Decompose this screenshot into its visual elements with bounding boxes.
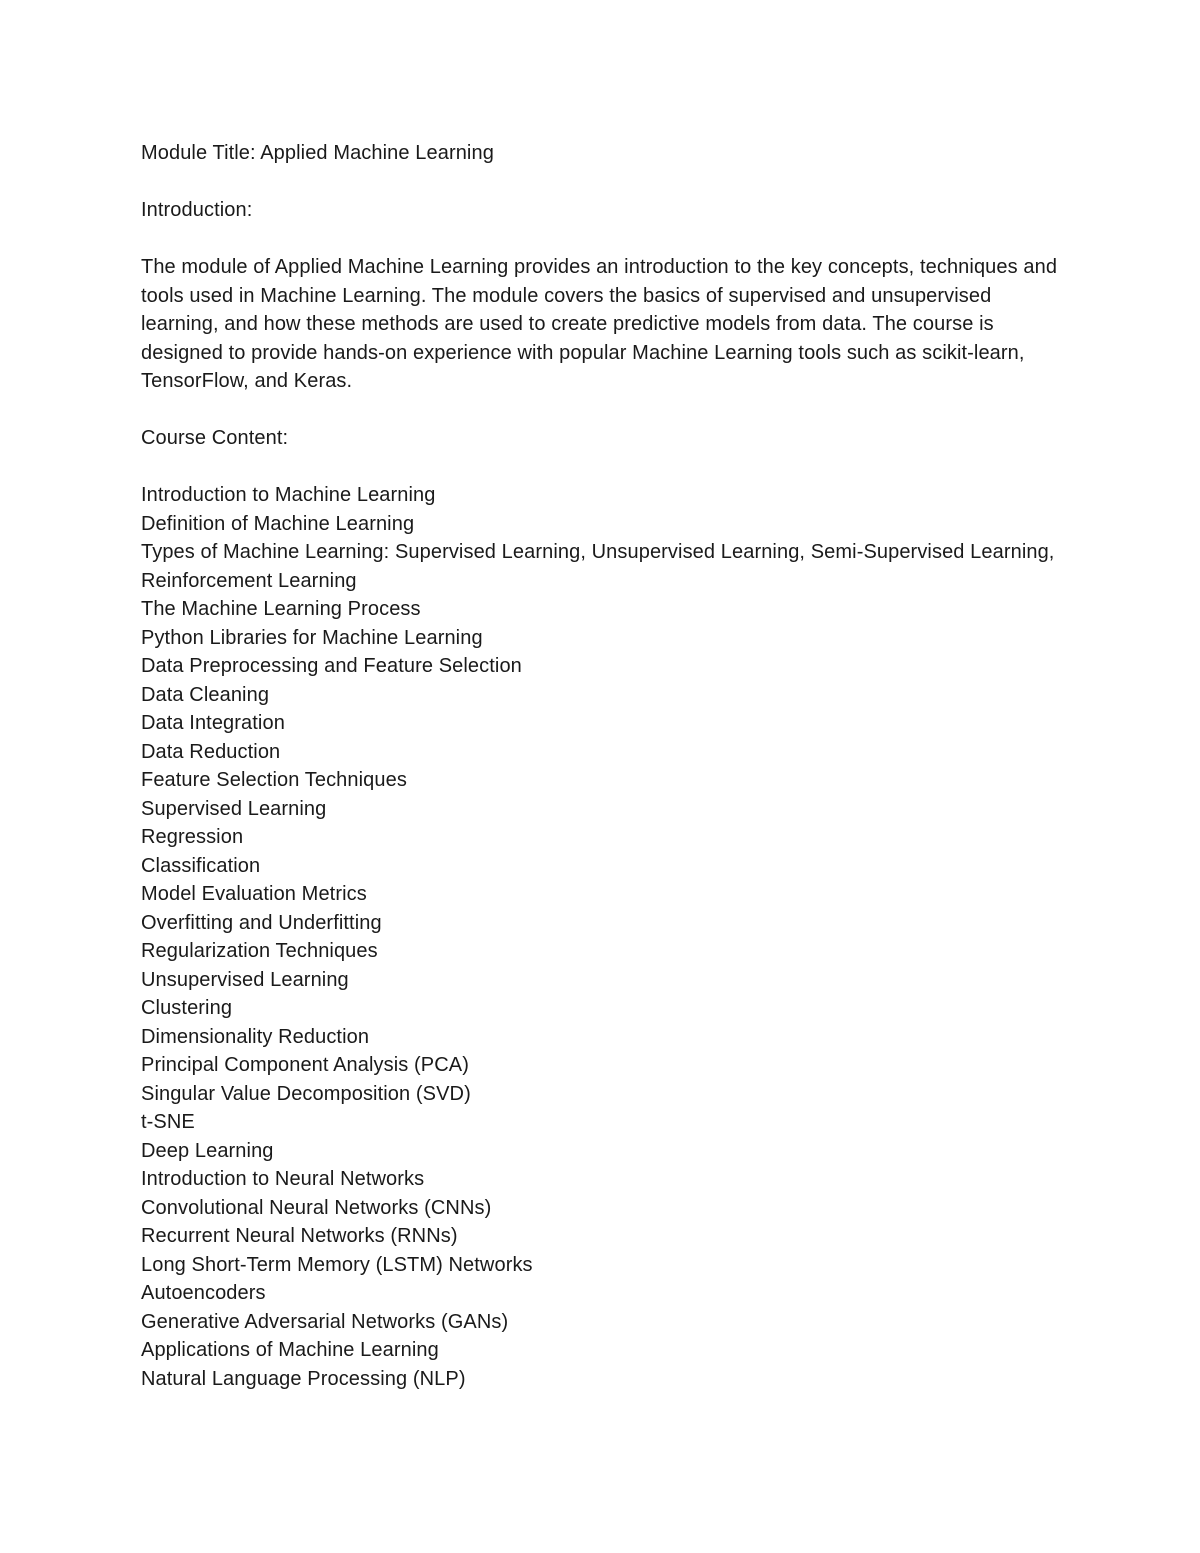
topic-item: Overfitting and Underfitting bbox=[141, 911, 382, 934]
topic-item: Recurrent Neural Networks (RNNs) bbox=[141, 1225, 458, 1247]
topic-item: Regularization Techniques bbox=[141, 940, 378, 962]
topic-item: Model Evaluation Metrics bbox=[141, 883, 367, 905]
topic-item: Definition of Machine Learning bbox=[141, 512, 415, 535]
document-body bbox=[141, 139, 1061, 1393]
topic-item: Classification bbox=[141, 854, 261, 877]
topic-item: Deep Learning bbox=[141, 1139, 274, 1162]
introduction-paragraph: The module of Applied Machine Learning provides an introduction to the key concepts, techniques and tools used in Machine Learning. The module covers the basics of supervised and unsupervised learning, and how these methods are used to create predictive models from data. The course is designed to provide hands-on experience with popular Machine Learning tools such as scikit-learn, TensorFlow, and Keras. bbox=[141, 256, 1058, 392]
topic-item: Feature Selection Techniques bbox=[141, 769, 407, 791]
topic-item: Singular Value Decomposition (SVD) bbox=[141, 1082, 471, 1105]
topic-list bbox=[141, 481, 1061, 1393]
topic-item: Data Preprocessing and Feature Selection bbox=[141, 655, 522, 677]
topic-item: Introduction to Neural Networks bbox=[141, 1168, 425, 1190]
topic-item: Unsupervised Learning bbox=[141, 968, 349, 991]
topic-item: The Machine Learning Process bbox=[141, 598, 421, 620]
topic-item: Data Reduction bbox=[141, 740, 281, 763]
topic-item: Data Integration bbox=[141, 712, 285, 734]
topic-item: Supervised Learning bbox=[141, 797, 327, 820]
topic-item: Natural Language Processing (NLP) bbox=[141, 1367, 466, 1390]
topic-item: Clustering bbox=[141, 997, 233, 1019]
topic-item: Long Short-Term Memory (LSTM) Networks bbox=[141, 1253, 533, 1276]
topic-item: Generative Adversarial Networks (GANs) bbox=[141, 1310, 509, 1333]
module-title: Module Title: Applied Machine Learning bbox=[141, 142, 494, 164]
topic-item: Applications of Machine Learning bbox=[141, 1339, 439, 1361]
topic-item: Data Cleaning bbox=[141, 683, 270, 706]
topic-item: Introduction to Machine Learning bbox=[141, 484, 436, 506]
introduction-heading: Introduction: bbox=[141, 199, 253, 221]
spacer bbox=[141, 225, 1061, 254]
topic-item: Types of Machine Learning: Supervised Learning, Unsupervised Learning, Semi-Supervised Learning, Reinforcement Learning bbox=[141, 541, 1055, 592]
spacer bbox=[141, 453, 1061, 482]
topic-item: Dimensionality Reduction bbox=[141, 1025, 370, 1048]
topic-item: Regression bbox=[141, 826, 244, 848]
topic-item: Autoencoders bbox=[141, 1282, 266, 1304]
topic-item: Convolutional Neural Networks (CNNs) bbox=[141, 1196, 492, 1219]
topic-item: Principal Component Analysis (PCA) bbox=[141, 1054, 469, 1076]
course-content-heading: Course Content: bbox=[141, 427, 289, 449]
topic-item: t-SNE bbox=[141, 1111, 195, 1133]
topic-item: Python Libraries for Machine Learning bbox=[141, 626, 483, 649]
spacer bbox=[141, 168, 1061, 197]
spacer bbox=[141, 396, 1061, 425]
